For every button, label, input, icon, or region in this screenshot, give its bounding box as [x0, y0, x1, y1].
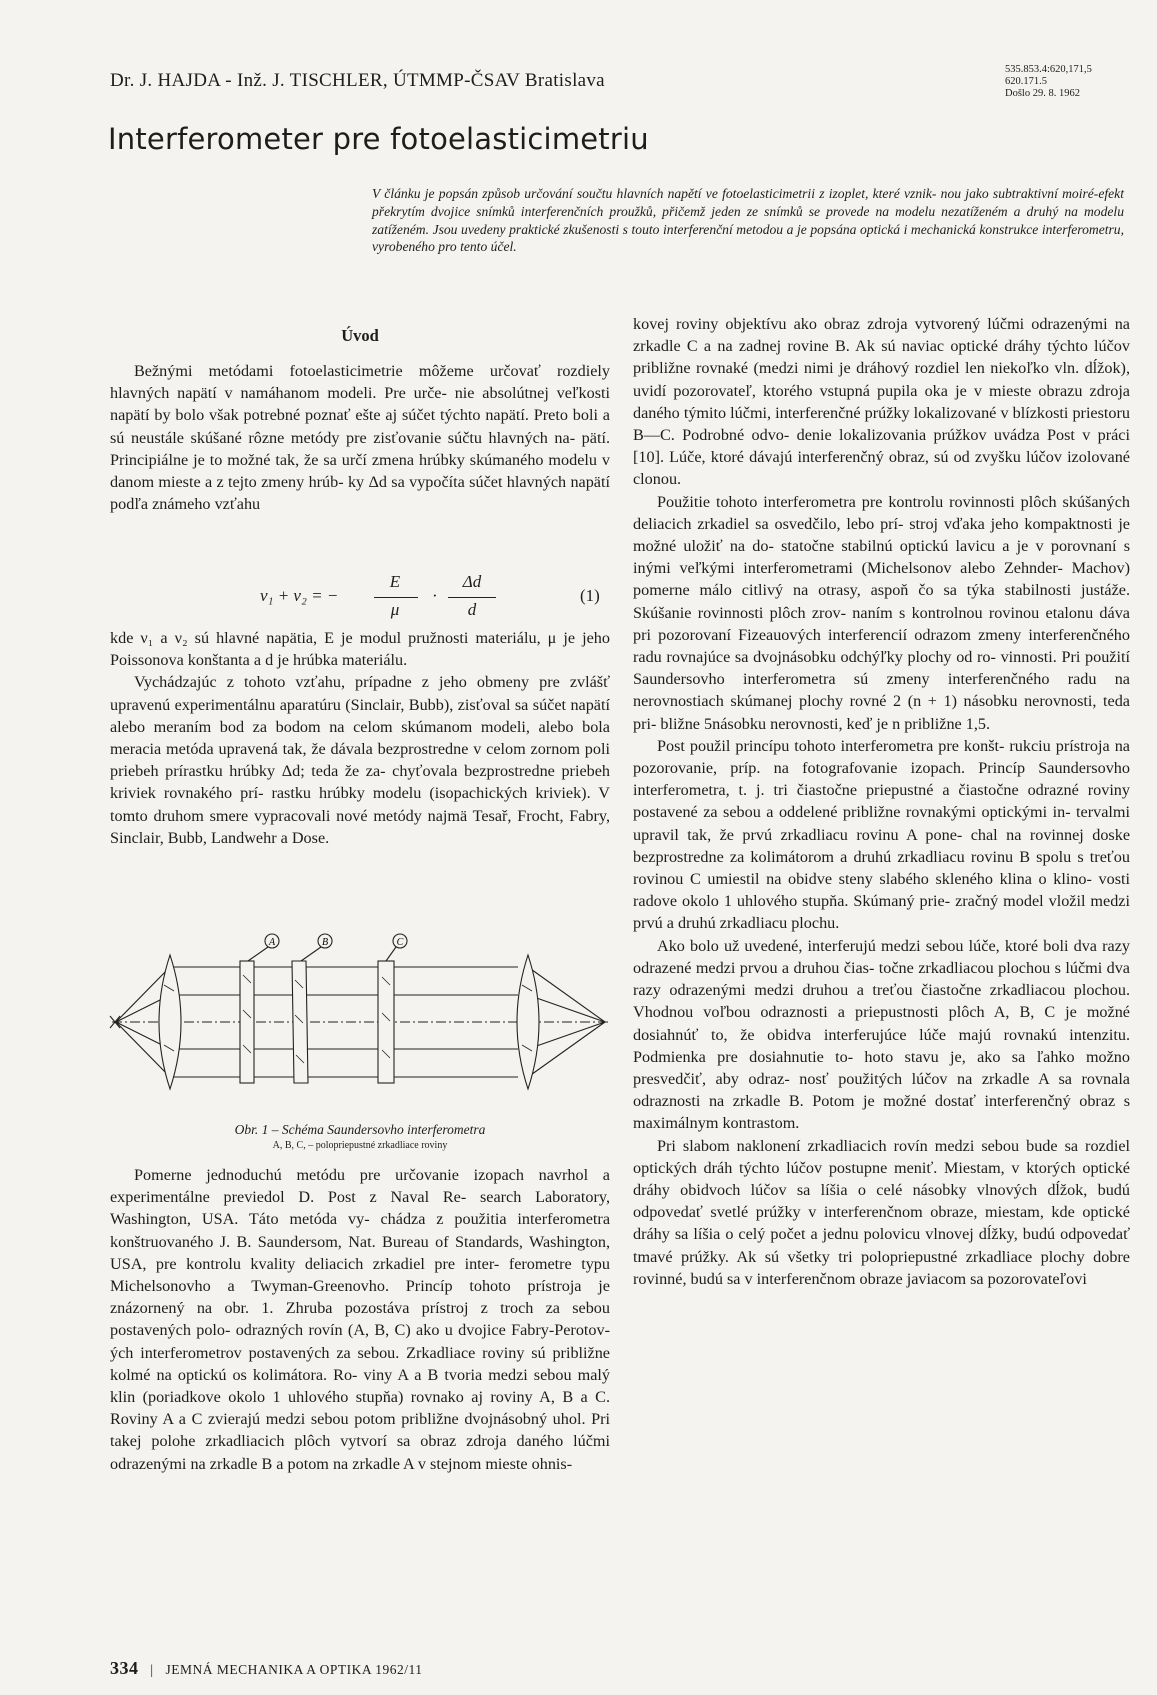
paragraph: Pomerne jednoduchú metódu pre určovanie izopach navrhol a experimentálne previedol D. Post z Naval Re- search Laboratory, Washington, USA. Táto metóda vy- chádza z použitia interferometra konštruovaného J. B. Saundersom, Nat. Bureau of Standards, Washington, USA, pre kontrolu kvality deliacich zrkadiel pre inter- ferometre typu Michelsonovho a Twyman-Greenovho. Princíp tohoto prístroja je znázornený na obr. 1. Zhruba pozostáva prístroj z troch za sebou postavených polo- odrazných rovín (A, B, C) ako u dvojice Fabry-Perotov- ých interferometrov postavených za sebou. Zrkadliace roviny sú približne kolmé na optickú os kolimátora. Ro- viny A a B tvoria medzi sebou malý klin (poriadkove okolo 1 uhlového stupňa) rovnako aj roviny A, B a C. Roviny A a C zvierajú medzi sebou potom približne dvojnásobný uhol. Pri takej polohe zrkadliacich plôch vytvorí sa obraz zdroja daného lúčmi odrazenými na zrkadle B a potom na zrkadle A v stejnom mieste ohnis- — [110, 1166, 610, 1473]
label-c: C — [396, 937, 404, 948]
paragraph: Post použil princípu tohoto interferometra pre konšt- rukciu prístroja na pozorovanie, príp. na fotografovanie izopach. Princíp Saundersovho interferometra, t. j. tri čiastočne priepustné a čiastočne odrazné roviny postavené za sebou a oddelené približne rovnakými optickými in- tervalmi upravil tak, že prvú zrkadliacu rovinu A pone- chal na rovinnej doske bezprostredne za kolimátorom a druhú zrkadliacu rovinu B spolu s treťou rovinou C umiestil na obidve steny slabého skleného klina o klino- vosti radove okolo 1 uhlového stupňa. Skúmaný prie- zračný model vložil medzi prvú a druhú zrkadliacu plochu. — [633, 736, 1130, 933]
page-footer: 334 | JEMNÁ MECHANIKA A OPTIKA 1962/11 — [110, 1658, 423, 1678]
udc-classification — [1005, 64, 1092, 100]
udc-line: 535.853.4:620,171,5 — [1005, 64, 1092, 75]
figure-caption — [110, 1122, 610, 1151]
equation-lhs: ν₁ + ν₂ = − — [260, 586, 339, 605]
right-column — [633, 313, 1130, 1290]
paragraph: kde ν₁ a ν₂ sú hlavné napätia, E je modul pružnosti materiálu, μ je jeho Poissonova konštanta a d je hrúbka materiálu. — [110, 629, 610, 670]
udc-line: 620.171.5 — [1005, 76, 1047, 87]
equation-denominator-mu: μ — [390, 600, 400, 619]
paragraph: Pri slabom naklonení zrkadliacich rovín medzi sebou bude sa rozdiel optických dráh týchto lúčov postupne meniť. Miestam, v ktorých optické dráhy obidvoch lúčov sa líšia o celé násobky vlnových dĺžok, budú odpovedať svetlé prúžky v interferenčnom obraze, miestam, kde optické dráhy sa líšia o celý počet a jednu polovicu vlnovej dĺžky, budú odpovedať tmavé prúžky. Ak sú všetky tri polopriepustné zrkadliace plochy dobre rovinné, budú sa v interferenčnom obraze javiacom sa pozorovateľovi — [633, 1136, 1130, 1288]
paragraph: Vychádzajúc z tohoto vzťahu, prípadne z jeho obmeny pre zvlášť upravenú experimentálnu aparatúru (Sinclair, Bubb), zisťoval sa súčet napätí alebo meraním bod za bodom na celom skúmanom modeli, alebo bola meracia metóda upravená tak, že dávala bezprostredne v celom zornom poli priebeh prírastku hrúbky Δd; teda že za- chyťovala bezprostredne priebeh kriviek rovnakého prí- rastku hrúbky modelu (isopachických kriviek). V tomto druhom smere vypracovali nové metódy najmä Tesař, Frocht, Fabry, Sinclair, Bubb, Landwehr a Dose. — [110, 673, 610, 847]
received-date: Došlo 29. 8. 1962 — [1005, 88, 1080, 99]
left-column-bottom — [110, 1164, 610, 1475]
interferometer-schematic — [108, 925, 613, 1115]
label-b: B — [321, 937, 329, 948]
paragraph: Použitie tohoto interferometra pre kontrolu rovinnosti plôch skúšaných deliacich zrkadiel sa osvedčilo, lebo prí- stroj vďaka jeho kompaktnosti je možné uložiť na do- statočne stabilnú optickú lavicu a je v porovnaní s inými veľkými interferometrami (Michelsonov alebo Zehnder- Machov) pomerne málo citlivý na otrasy, aspoň čo sa týka stabilnosti justáže. Skúšanie rovinnosti plôch zrov- naním s kontrolnou rovinou etalonu dáva pri pozorovaní Fizeauových interferencií odrazom zmeny interferenčného radu rovnajúce sa dvojnásobku odchýľky plochy od ro- vinnosti. Pri použití Saundersovho interferometra sú zmeny interferenčného radu na nerovnostiach skúmanej plochy rovné 2 (n + 1) násobku nerovnosti, teda pri- bližne 5násobku nerovnosti, keď je n približne 1,5. — [633, 492, 1130, 733]
article-title: Interferometer pre fotoelasticimetriu — [108, 122, 649, 156]
journal-name: JEMNÁ MECHANIKA A OPTIKA 1962/11 — [165, 1662, 423, 1677]
left-column-after-equation — [110, 627, 610, 849]
paragraph: Ako bolo už uvedené, interferujú medzi sebou lúče, ktoré boli dva razy odrazené medzi prvou a druhou čias- točne zrkadliacou plochou s lúčmi dva razy odrazenými medzi druhou a treťou čiastočne zrkadliacou plochou. Vhodnou voľbou odraznosti a priepustnosti plôch A, B, C je možné dosiahnúť to, že obidva interferujúce lúče majú rovnakú intenzitu. Podmienka pre dosiahnutie to- hoto stavu je, ako sa ľahko možno presvedčiť, aby odraz- nosť použitých lúčov na zrkadle A sa rovnala odraznosti na zrkadle B. Potom je možné dostať interferenčný obraz s maximálnym kontrastom. — [633, 936, 1130, 1133]
label-a: A — [268, 937, 276, 948]
equation-numerator-delta-d: Δd — [462, 572, 482, 591]
equation-1 — [110, 572, 610, 624]
equation-numerator-e: E — [389, 572, 401, 591]
section-heading: Úvod — [341, 326, 379, 345]
page-number: 334 — [110, 1658, 139, 1678]
equation-dot: · — [432, 586, 438, 605]
caption-sub: A, B, C, – polopriepustné zrkadliace roviny — [272, 1140, 448, 1151]
left-column-intro — [110, 360, 610, 515]
abstract: V článku je popsán způsob určování součtu hlavních napětí ve fotoelasticimetrii z izoplet, které vznik- nou jako subtraktivní moiré-efekt překrytím dvojice snímků interferenčních proužků, přičemž jeden ze snímků se provede na modelu nezatíženém a druhý na modelu zatíženém. Jsou uvedeny praktické zkušenosti s touto interferenční metodou a je popsána optická i mechanická konstrukce interferometru, vyrobeného pro tento účel. — [372, 186, 1124, 255]
caption-title: Obr. 1 – Schéma Saundersovho interferometra — [234, 1122, 486, 1137]
authors: Dr. J. HAJDA - Inž. J. TISCHLER, ÚTMMP-ČSAV Bratislava — [110, 70, 605, 91]
equation-number: (1) — [580, 586, 600, 605]
paragraph: Bežnými metódami fotoelasticimetrie môžeme určovať rozdiely hlavných napätí v namáhanom modeli. Pre urče- nie absolútnej veľkosti napätí by bolo však potrebné poznať ešte aj súčet týchto napätí. Preto boli a sú neustále skúšané rôzne metódy pre zisťovanie súčtu hlavných na- pätí. Principiálne je to možné tak, že sa určí zmena hrúbky skúmaného modelu v danom mieste a z tejto zmeny hrúb- ky Δd sa vypočíta súčet hlavných napätí podľa známeho vzťahu — [110, 362, 610, 514]
paragraph: kovej roviny objektívu ako obraz zdroja vytvorený lúčmi odrazenými na zrkadle C a na zadnej rovine B. Ak sú naviac optické dráhy týchto lúčov približne rovnaké (medzi nimi je dráhový rozdiel len niekoľko vln. dĺžok), uvidí pozorovateľ, ktorého vstupná pupila oka je v mieste obrazu zdroja daného týmito lúčmi, interferenčné prúžky lokalizované v blízkosti priestoru B—C. Podrobné odvo- denie lokalizovania prúžkov uvádza Post v práci [10]. Lúče, ktoré dávajú interferenčný obraz, sú od zvyšku lúčov izolované clonou. — [633, 315, 1130, 489]
equation-denominator-d: d — [467, 600, 477, 619]
